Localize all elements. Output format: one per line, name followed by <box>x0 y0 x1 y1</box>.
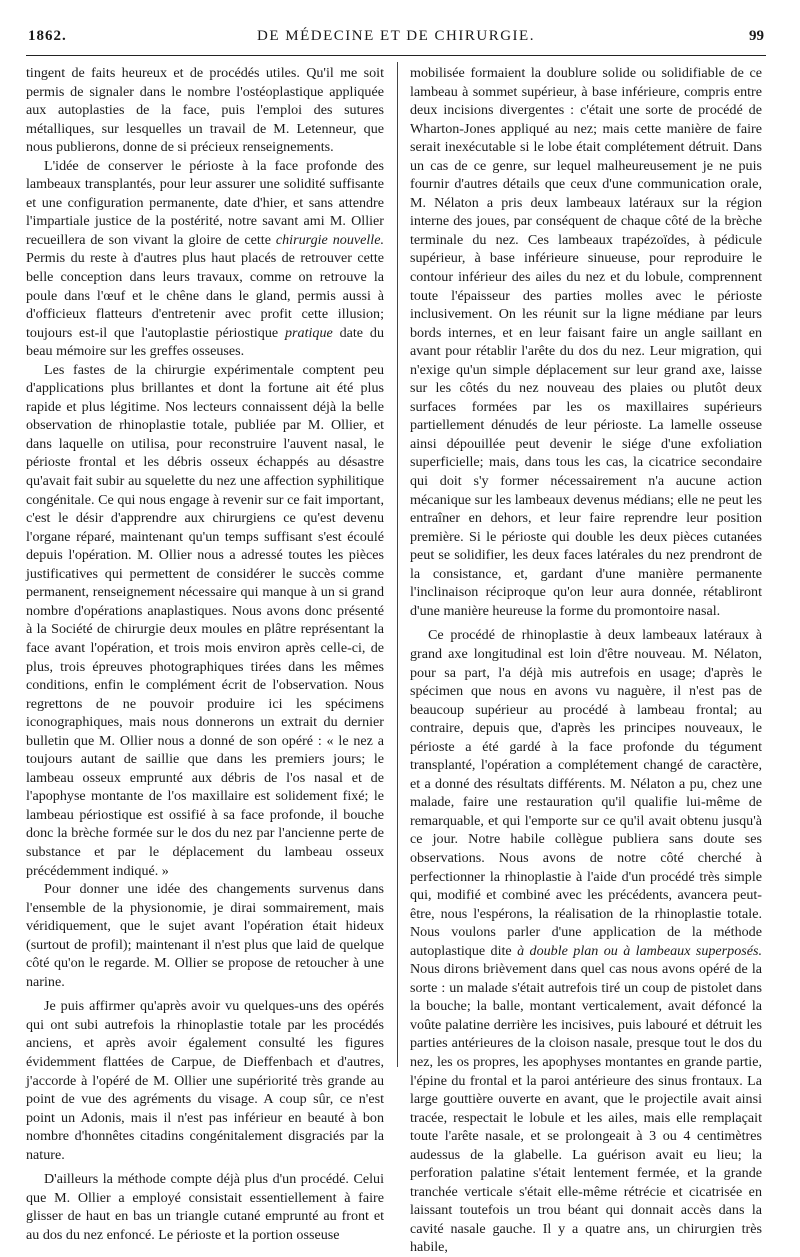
paragraph: Je puis affirmer qu'après avoir vu quelques-uns des opérés qui ont subi autrefois la rhinoplastie totale par les procédés anciens, et après avoir également consulté les figures évidemment flattées de Carpue, de Dieffenbach et d'autres, j'accorde à l'opéré de M. Ollier une supériorité très grande au point de vue des agréments du visage. A coup sûr, ce n'est point un Adonis, mais il n'est pas inférieur en beauté à bon nombre d'honnêtes citadins congénitalement disgraciés par la nature. <box>26 998 384 1163</box>
header-rule <box>26 55 766 56</box>
italic-emphasis: à double plan ou à lambeaux superposés. <box>517 942 763 959</box>
italic-emphasis: pratique <box>285 324 333 341</box>
paragraph: L'idée de conserver le périoste à la face profonde des lambeaux transplantés, pour leur assurer une solidité suffisante et une configuration permanente, date d'hier, et sans attendre l'impartiale justice de la postérité, notre savant ami M. Ollier recueillera de son vivant la gloire de cette chirurgie nouvelle. Permis du reste à d'autres plus haut placés de retrouver cette belle conception dans leurs travaux, comme on retrouve la poule dans l'œuf et le chêne dans le gland, permis aussi à d'officieux flatteurs d'entretenir avec profit cette illusion; toujours est-il que l'autoplastie périostique pratique date du beau mémoire sur les greffes osseuses. <box>26 157 384 360</box>
italic-emphasis: chirurgie nouvelle. <box>275 231 384 248</box>
paragraph: Pour donner une idée des changements survenus dans l'ensemble de la physionomie, je dirai sommairement, mais véridiquement, que le sujet avant l'opération était hideux (surtout de profil); maintenant il n'est plus que laid de quelque côté qu'on le regarde. M. Ollier se propose de retoucher à une narine. <box>26 881 384 990</box>
paragraph: tingent de faits heureux et de procédés utiles. Qu'il me soit permis de signaler dans le nombre l'ostéoplastique appliquée aux autoplasties de la face, puis l'emploi des sutures métalliques, sur lesquelles un travail de M. Letenneur, que nous publierons, donne de si précieux renseignements. <box>26 65 384 156</box>
paragraph: Les fastes de la chirurgie expérimentale comptent peu d'applications plus brillantes et dont la fortune ait été plus rapide et plus légitime. Nos lecteurs connaissent déjà la belle observation de rhinoplastie totale, publiée par M. Ollier, et dans laquelle on utilisa, pour reconstruire l'auvent nasal, le périoste frontal et les débris osseux échappés au désastre qu'avait fait subir au squelette du nez une affection syphilitique congénitale. Ce qui nous engage à revenir sur ce fait important, c'est le désir d'apprendre aux chirurgiens ce qu'est devenu l'organe réparé, maintenant qu'un temps suffisant s'est écoulé depuis l'opération. M. Ollier nous a adressé toutes les pièces justificatives qui permettent de considérer le succès comme permanent, renseignement nécessaire qui manque à un si grand nombre d'opérations anaplastiques. Nous avons donc présenté à la Société de chirurgie deux moules en plâtre représentant la face avant l'opération, et trois mois environ après celle-ci, de plus, trois épreuves photographiques tirées dans les mêmes conditions, enfin le complément écrit de l'observation. Nous regrettons de ne pouvoir produire ici les spécimens iconographiques, mais nous donnerons un extrait du dernier bulletin que M. Ollier nous a donné de son opéré : « le nez a toujours autant de saillie que dans les premiers jours; le lambeau osseux emprunté aux débris de l'os nasal et de l'apophyse montante de l'os maxillaire est solidement fixé; le lambeau périostique est ossifié à sa face profonde, il bouche donc la brèche formée sur le dos du nez par l'ancienne perte de substance et par le déplacement du lambeau osseux précédemment indiqué. » <box>26 361 384 879</box>
paragraph: mobilisée formaient la doublure solide ou solidifiable de ce lambeau à sommet supérieur, à base inférieure, compris entre deux incisions divergentes : c'était une sorte de procédé de Wharton-Jones appliqué au nez; mais cette manière de faire serait inexécutable si le lobe était complétement détruit. Dans un cas de ce genre, sur lequel malheureusement je ne puis fournir d'autres détails que ceux d'une communication orale, M. Nélaton a pris deux lambeaux latéraux sur la région interne des joues, par conséquent de chaque côté de la brèche terminale du nez. Ces lambeaux trapézoïdes, à pédicule supérieur, à base inférieure sinueuse, pour reproduire le contour inférieur des ailes du nez et du lobule, comprennent toute l'épaisseur des parties molles avec le périoste inclusivement. On les réunit sur la ligne médiane par leurs bords internes, et en leur faisant faire un angle saillant en avant pour rétablir l'arête du dos du nez. Leur migration, qui n'exige qu'un simple déplacement sur leur grand axe, laisse sur les côtés du nez nouveau des plaies ou plutôt deux surfaces formées par les os maxillaires supérieurs partiellement dénudés de leur périoste. La lamelle osseuse ainsi dépouillée peut devenir le siége d'une exfoliation superficielle; mais, dans tous les cas, la cicatrice secondaire qui doit s'y former nécessairement n'a aucune action mécanique sur les lambeaux devenus médians; elle ne peut les entraîner en dehors, et leur faire reprendre leur position première. Si le périoste qui double les deux pièces cutanées peut se solidifier, les deux faces latérales du nez prendront de la consistance, et, gardant d'une manière permanente l'inclinaison réciproque qu'on leur aura donnée, rétabliront d'une manière heureuse la forme du promontoire nasal. <box>410 65 762 619</box>
header-year: 1862. <box>28 28 67 44</box>
column-divider <box>397 62 398 1067</box>
paragraph: D'ailleurs la méthode compte déjà plus d'un procédé. Celui que M. Ollier a employé consistait essentiellement à faire glisser de haut en bas un triangle cutané emprunté au front et au dos du nez enfoncé. Le périoste et la portion osseuse <box>26 1171 384 1243</box>
header-title: DE MÉDECINE ET DE CHIRURGIE. <box>257 28 535 44</box>
right-column <box>410 64 762 1257</box>
running-header <box>28 28 764 50</box>
left-column <box>26 64 384 1244</box>
paragraph: Ce procédé de rhinoplastie à deux lambeaux latéraux à grand axe longitudinal est loin d'être nouveau. M. Nélaton, pour sa part, l'a déjà mis autrefois en usage; d'après le spécimen que nous en avons vu naguère, il n'est pas de beaucoup supérieur au procédé à lambeau frontal; au contraire, depuis que, d'après les principes nouveaux, le périoste a été gardé à la face profonde du tégument transplanté, l'opération a complétement changé de caractère, et a donné des résultats différents. M. Nélaton a pu, chez une malade, faire une restauration qu'il qualifie lui-même de remarquable, et qui l'emporte sur ce qu'il avait obtenu jusqu'à ce jour. Notre habile collègue publiera sans doute ses observations. Nous avons de notre côté cherché à perfectionner la rhinoplastie à l'aide d'un procédé très simple qui, modifié et combiné avec les précédents, avancera peut-être, nous l'espérons, la réalisation de la rhinoplastie totale. Nous voulons parler d'une application de la méthode autoplastique dite à double plan ou à lambeaux superposés. Nous dirons brièvement dans quel cas nous avons opéré de la sorte : un malade s'était autrefois tiré un coup de pistolet dans la bouche; la balle, montant verticalement, avait défoncé la voûte palatine derrière les incisives, puis labouré et détruit les parties antérieures de la cloison nasale, presque tout le dos du nez, les os propres, les apophyses montantes en grande partie, l'épine du frontal et la paroi antérieure des sinus frontaux. La large gouttière ouverte en avant, que le projectile avait ainsi tracée, respectait le lobule et les ailes, mais elle remplaçait toute l'arête nasale, et se prolongeait à 3 ou 4 centimètres audessus de la glabelle. La guérison avait eu lieu; la perforation palatine s'était lentement fermée, et la grande tranchée verticale s'était elle-même rétrécie et cicatrisée en laissant toutefois un trou béant qui donnait accès dans la cavité nasale gauche. Il y a quatre ans, un chirurgien très habile, <box>410 627 763 1256</box>
page-number: 99 <box>749 28 764 44</box>
